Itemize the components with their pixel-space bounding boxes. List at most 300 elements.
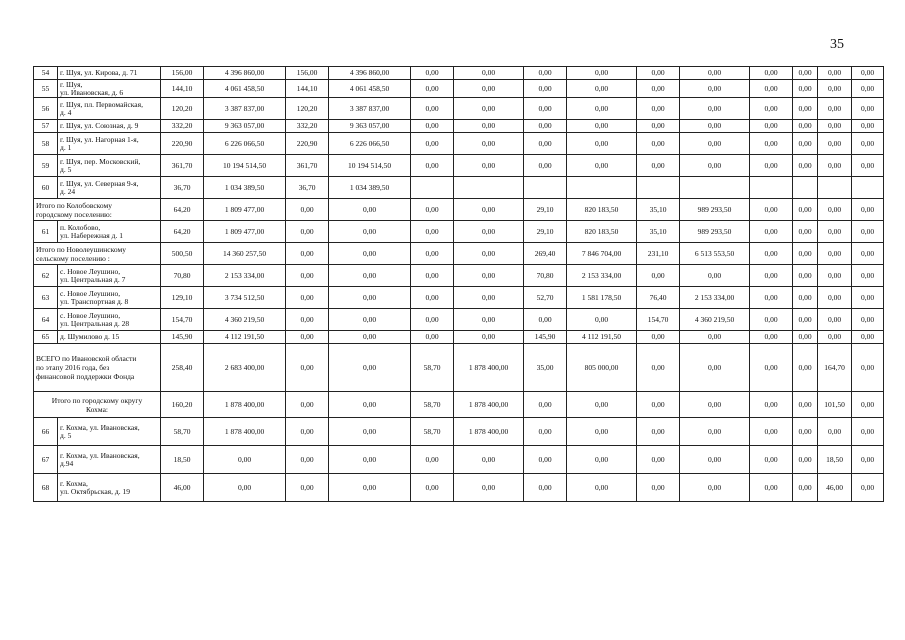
- value-cell: 4 112 191,50: [204, 331, 286, 344]
- value-cell: 0,00: [793, 418, 818, 446]
- value-cell: 0,00: [286, 309, 329, 331]
- value-cell: 2 153 334,00: [680, 287, 750, 309]
- table-row: [34, 446, 884, 474]
- value-cell: 6 226 066,50: [204, 133, 286, 155]
- value-cell: 36,70: [286, 177, 329, 199]
- value-cell: 1 878 400,00: [454, 344, 524, 392]
- value-cell: 0,00: [852, 265, 884, 287]
- value-cell: 0,00: [524, 418, 567, 446]
- value-cell: 0,00: [411, 287, 454, 309]
- table-row: [34, 474, 884, 502]
- value-cell: 0,00: [329, 243, 411, 265]
- value-cell: 0,00: [329, 199, 411, 221]
- row-number: 62: [34, 265, 58, 287]
- value-cell: 0,00: [411, 243, 454, 265]
- value-cell: 0,00: [750, 265, 793, 287]
- table-row: [34, 287, 884, 309]
- value-cell: [637, 177, 680, 199]
- table-row-subtotal: [34, 199, 884, 221]
- value-cell: 0,00: [818, 199, 852, 221]
- value-cell: 0,00: [411, 474, 454, 502]
- value-cell: 0,00: [286, 243, 329, 265]
- value-cell: 0,00: [567, 80, 637, 98]
- address-cell: г. Шуя, ул. Нагорная 1-я, д. 1: [58, 133, 161, 155]
- value-cell: 0,00: [750, 199, 793, 221]
- table-row: [34, 221, 884, 243]
- value-cell: 0,00: [750, 133, 793, 155]
- value-cell: 0,00: [411, 309, 454, 331]
- value-cell: 4 360 219,50: [680, 309, 750, 331]
- address-cell: г. Шуя, пл. Первомайская, д. 4: [58, 98, 161, 120]
- value-cell: 4 061 458,50: [329, 80, 411, 98]
- value-cell: 0,00: [637, 418, 680, 446]
- value-cell: 0,00: [524, 474, 567, 502]
- value-cell: 1 878 400,00: [204, 418, 286, 446]
- value-cell: 1 878 400,00: [454, 392, 524, 418]
- address-cell: д. Шумилово д. 15: [58, 331, 161, 344]
- value-cell: 35,00: [524, 344, 567, 392]
- value-cell: [680, 177, 750, 199]
- value-cell: 0,00: [852, 120, 884, 133]
- value-cell: 0,00: [637, 98, 680, 120]
- value-cell: 0,00: [286, 392, 329, 418]
- value-cell: 144,10: [161, 80, 204, 98]
- row-number: 54: [34, 67, 58, 80]
- value-cell: 0,00: [411, 199, 454, 221]
- value-cell: 0,00: [567, 98, 637, 120]
- value-cell: 0,00: [637, 392, 680, 418]
- value-cell: 14 360 257,50: [204, 243, 286, 265]
- value-cell: 58,70: [411, 418, 454, 446]
- value-cell: 58,70: [411, 392, 454, 418]
- value-cell: 70,80: [161, 265, 204, 287]
- value-cell: 332,20: [161, 120, 204, 133]
- value-cell: 0,00: [793, 155, 818, 177]
- value-cell: 0,00: [680, 265, 750, 287]
- value-cell: 154,70: [161, 309, 204, 331]
- value-cell: 0,00: [852, 98, 884, 120]
- value-cell: 258,40: [161, 344, 204, 392]
- value-cell: 0,00: [852, 418, 884, 446]
- value-cell: 0,00: [680, 155, 750, 177]
- value-cell: 10 194 514,50: [204, 155, 286, 177]
- page-number: 35: [830, 37, 844, 52]
- value-cell: 58,70: [411, 344, 454, 392]
- value-cell: 361,70: [286, 155, 329, 177]
- value-cell: 120,20: [286, 98, 329, 120]
- value-cell: 0,00: [567, 67, 637, 80]
- subtotal-label: Итого по городскому округу Кохма:: [34, 392, 161, 418]
- value-cell: 0,00: [411, 67, 454, 80]
- table-row: [34, 265, 884, 287]
- value-cell: 0,00: [793, 344, 818, 392]
- value-cell: 0,00: [567, 155, 637, 177]
- value-cell: 2 683 400,00: [204, 344, 286, 392]
- value-cell: 0,00: [524, 446, 567, 474]
- table-row: [34, 331, 884, 344]
- value-cell: 0,00: [411, 331, 454, 344]
- value-cell: 1 581 178,50: [567, 287, 637, 309]
- value-cell: 0,00: [852, 221, 884, 243]
- value-cell: 0,00: [852, 80, 884, 98]
- data-table: [33, 66, 884, 502]
- value-cell: 0,00: [637, 474, 680, 502]
- value-cell: 35,10: [637, 199, 680, 221]
- row-number: 55: [34, 80, 58, 98]
- value-cell: 0,00: [524, 80, 567, 98]
- value-cell: 0,00: [286, 331, 329, 344]
- value-cell: 156,00: [286, 67, 329, 80]
- value-cell: 64,20: [161, 199, 204, 221]
- value-cell: 0,00: [793, 221, 818, 243]
- value-cell: 0,00: [852, 446, 884, 474]
- value-cell: 4 061 458,50: [204, 80, 286, 98]
- value-cell: 0,00: [454, 67, 524, 80]
- value-cell: 0,00: [524, 392, 567, 418]
- row-number: 60: [34, 177, 58, 199]
- value-cell: 0,00: [680, 67, 750, 80]
- value-cell: 0,00: [454, 133, 524, 155]
- value-cell: 0,00: [750, 155, 793, 177]
- value-cell: 3 387 837,00: [329, 98, 411, 120]
- value-cell: [750, 177, 793, 199]
- address-cell: п. Колобово, ул. Набережная д. 1: [58, 221, 161, 243]
- value-cell: 0,00: [204, 446, 286, 474]
- value-cell: 0,00: [411, 265, 454, 287]
- value-cell: 500,50: [161, 243, 204, 265]
- value-cell: 0,00: [637, 120, 680, 133]
- value-cell: 269,40: [524, 243, 567, 265]
- value-cell: 0,00: [680, 344, 750, 392]
- subtotal-label: Итого по Колобовскому городскому поселению:: [34, 199, 161, 221]
- address-cell: с. Новое Леушино, ул. Центральная д. 28: [58, 309, 161, 331]
- value-cell: 989 293,50: [680, 221, 750, 243]
- address-cell: с. Новое Леушино, ул. Транспортная д. 8: [58, 287, 161, 309]
- row-number: 64: [34, 309, 58, 331]
- value-cell: 0,00: [852, 287, 884, 309]
- value-cell: 0,00: [680, 446, 750, 474]
- value-cell: 0,00: [454, 243, 524, 265]
- value-cell: 0,00: [793, 265, 818, 287]
- value-cell: 0,00: [637, 67, 680, 80]
- value-cell: 0,00: [329, 446, 411, 474]
- value-cell: 0,00: [286, 344, 329, 392]
- value-cell: 70,80: [524, 265, 567, 287]
- table-row: [34, 80, 884, 98]
- value-cell: 0,00: [750, 80, 793, 98]
- value-cell: 0,00: [329, 265, 411, 287]
- value-cell: 0,00: [750, 309, 793, 331]
- value-cell: 0,00: [680, 474, 750, 502]
- value-cell: 0,00: [750, 67, 793, 80]
- value-cell: 0,00: [567, 309, 637, 331]
- value-cell: 0,00: [818, 309, 852, 331]
- value-cell: 0,00: [818, 80, 852, 98]
- value-cell: 820 183,50: [567, 221, 637, 243]
- table-row: [34, 120, 884, 133]
- value-cell: 332,20: [286, 120, 329, 133]
- row-number: 58: [34, 133, 58, 155]
- value-cell: 0,00: [793, 98, 818, 120]
- value-cell: 29,10: [524, 199, 567, 221]
- value-cell: 0,00: [524, 67, 567, 80]
- value-cell: 64,20: [161, 221, 204, 243]
- value-cell: 0,00: [680, 98, 750, 120]
- value-cell: 2 153 334,00: [204, 265, 286, 287]
- value-cell: 0,00: [329, 418, 411, 446]
- value-cell: 0,00: [750, 221, 793, 243]
- value-cell: 0,00: [793, 67, 818, 80]
- row-number: 66: [34, 418, 58, 446]
- value-cell: 0,00: [852, 309, 884, 331]
- value-cell: 4 112 191,50: [567, 331, 637, 344]
- value-cell: 0,00: [637, 331, 680, 344]
- value-cell: 0,00: [818, 133, 852, 155]
- value-cell: 0,00: [454, 309, 524, 331]
- value-cell: 4 396 860,00: [204, 67, 286, 80]
- value-cell: 145,90: [524, 331, 567, 344]
- value-cell: 0,00: [567, 392, 637, 418]
- value-cell: 6 513 553,50: [680, 243, 750, 265]
- value-cell: 0,00: [329, 287, 411, 309]
- value-cell: 0,00: [680, 80, 750, 98]
- value-cell: 0,00: [852, 243, 884, 265]
- value-cell: 0,00: [793, 120, 818, 133]
- value-cell: 0,00: [852, 199, 884, 221]
- value-cell: 0,00: [680, 392, 750, 418]
- value-cell: 0,00: [750, 418, 793, 446]
- value-cell: 144,10: [286, 80, 329, 98]
- table-row: [34, 67, 884, 80]
- value-cell: 0,00: [524, 98, 567, 120]
- table-row: [34, 98, 884, 120]
- table-row: [34, 418, 884, 446]
- value-cell: 1 878 400,00: [204, 392, 286, 418]
- value-cell: 0,00: [637, 265, 680, 287]
- value-cell: 154,70: [637, 309, 680, 331]
- value-cell: 58,70: [161, 418, 204, 446]
- value-cell: 220,90: [161, 133, 204, 155]
- value-cell: 0,00: [818, 418, 852, 446]
- row-number: 61: [34, 221, 58, 243]
- value-cell: 0,00: [680, 120, 750, 133]
- value-cell: 156,00: [161, 67, 204, 80]
- value-cell: 0,00: [680, 133, 750, 155]
- value-cell: 0,00: [329, 392, 411, 418]
- value-cell: 1 034 389,50: [329, 177, 411, 199]
- subtotal-label: ВСЕГО по Ивановской области по этапу 2016 года, без финансовой поддержки Фонда: [34, 344, 161, 392]
- value-cell: [793, 177, 818, 199]
- value-cell: 1 809 477,00: [204, 199, 286, 221]
- value-cell: 7 846 704,00: [567, 243, 637, 265]
- value-cell: 0,00: [818, 287, 852, 309]
- value-cell: 0,00: [411, 80, 454, 98]
- value-cell: 46,00: [161, 474, 204, 502]
- value-cell: [567, 177, 637, 199]
- value-cell: 0,00: [204, 474, 286, 502]
- subtotal-label: Итого по Новолеушинскому сельскому поселению :: [34, 243, 161, 265]
- value-cell: 4 396 860,00: [329, 67, 411, 80]
- value-cell: 361,70: [161, 155, 204, 177]
- value-cell: 1 878 400,00: [454, 418, 524, 446]
- value-cell: 0,00: [454, 474, 524, 502]
- table-row-subtotal: [34, 392, 884, 418]
- value-cell: 0,00: [454, 446, 524, 474]
- value-cell: 0,00: [329, 221, 411, 243]
- value-cell: 0,00: [524, 133, 567, 155]
- value-cell: 0,00: [286, 221, 329, 243]
- table-row: [34, 155, 884, 177]
- value-cell: 0,00: [329, 344, 411, 392]
- value-cell: 0,00: [793, 309, 818, 331]
- value-cell: 0,00: [818, 331, 852, 344]
- value-cell: 9 363 057,00: [204, 120, 286, 133]
- value-cell: 0,00: [818, 67, 852, 80]
- value-cell: 18,50: [161, 446, 204, 474]
- address-cell: г. Шуя, ул. Кирова, д. 71: [58, 67, 161, 80]
- value-cell: 29,10: [524, 221, 567, 243]
- address-cell: с. Новое Леушино, ул. Центральная д. 7: [58, 265, 161, 287]
- value-cell: 0,00: [411, 98, 454, 120]
- value-cell: 0,00: [637, 344, 680, 392]
- value-cell: 0,00: [411, 155, 454, 177]
- value-cell: 0,00: [818, 120, 852, 133]
- value-cell: 0,00: [567, 120, 637, 133]
- table-row: [34, 177, 884, 199]
- row-number: 63: [34, 287, 58, 309]
- value-cell: 0,00: [286, 446, 329, 474]
- value-cell: 0,00: [524, 309, 567, 331]
- value-cell: 0,00: [852, 392, 884, 418]
- value-cell: 0,00: [567, 474, 637, 502]
- value-cell: 3 734 512,50: [204, 287, 286, 309]
- value-cell: 0,00: [793, 331, 818, 344]
- value-cell: 0,00: [454, 120, 524, 133]
- value-cell: [524, 177, 567, 199]
- value-cell: 0,00: [637, 133, 680, 155]
- value-cell: 989 293,50: [680, 199, 750, 221]
- value-cell: 0,00: [852, 133, 884, 155]
- value-cell: [454, 177, 524, 199]
- value-cell: 0,00: [329, 474, 411, 502]
- table-row-subtotal: [34, 344, 884, 392]
- value-cell: 0,00: [454, 80, 524, 98]
- value-cell: 4 360 219,50: [204, 309, 286, 331]
- value-cell: 9 363 057,00: [329, 120, 411, 133]
- value-cell: 0,00: [567, 418, 637, 446]
- value-cell: 0,00: [793, 287, 818, 309]
- value-cell: 0,00: [286, 265, 329, 287]
- value-cell: 164,70: [818, 344, 852, 392]
- value-cell: [411, 177, 454, 199]
- value-cell: 0,00: [750, 98, 793, 120]
- value-cell: 101,50: [818, 392, 852, 418]
- address-cell: г. Кохма, ул. Октябрьская, д. 19: [58, 474, 161, 502]
- value-cell: 6 226 066,50: [329, 133, 411, 155]
- address-cell: г. Шуя, ул. Союзная, д. 9: [58, 120, 161, 133]
- row-number: 59: [34, 155, 58, 177]
- value-cell: 0,00: [680, 331, 750, 344]
- value-cell: 0,00: [411, 133, 454, 155]
- value-cell: 0,00: [750, 287, 793, 309]
- value-cell: 0,00: [567, 133, 637, 155]
- value-cell: 35,10: [637, 221, 680, 243]
- table-body: [34, 67, 884, 502]
- value-cell: 0,00: [793, 133, 818, 155]
- value-cell: 0,00: [852, 344, 884, 392]
- value-cell: 0,00: [818, 155, 852, 177]
- value-cell: 0,00: [750, 243, 793, 265]
- value-cell: 0,00: [411, 446, 454, 474]
- value-cell: 0,00: [637, 155, 680, 177]
- value-cell: 0,00: [680, 418, 750, 446]
- value-cell: 129,10: [161, 287, 204, 309]
- value-cell: 18,50: [818, 446, 852, 474]
- address-cell: г. Шуя, ул. Ивановская, д. 6: [58, 80, 161, 98]
- value-cell: 0,00: [454, 98, 524, 120]
- value-cell: 0,00: [750, 331, 793, 344]
- value-cell: 0,00: [852, 155, 884, 177]
- table-row: [34, 133, 884, 155]
- value-cell: 0,00: [818, 265, 852, 287]
- value-cell: 0,00: [329, 309, 411, 331]
- table-row-subtotal: [34, 243, 884, 265]
- value-cell: [852, 177, 884, 199]
- value-cell: 0,00: [637, 446, 680, 474]
- value-cell: 0,00: [454, 221, 524, 243]
- value-cell: 0,00: [286, 418, 329, 446]
- value-cell: 0,00: [637, 80, 680, 98]
- value-cell: 0,00: [852, 67, 884, 80]
- value-cell: 0,00: [750, 446, 793, 474]
- value-cell: 46,00: [818, 474, 852, 502]
- value-cell: 0,00: [750, 120, 793, 133]
- value-cell: 120,20: [161, 98, 204, 120]
- value-cell: 0,00: [793, 392, 818, 418]
- value-cell: 0,00: [818, 221, 852, 243]
- value-cell: 0,00: [750, 474, 793, 502]
- value-cell: 0,00: [793, 199, 818, 221]
- value-cell: 76,40: [637, 287, 680, 309]
- value-cell: 0,00: [818, 98, 852, 120]
- value-cell: 0,00: [329, 331, 411, 344]
- value-cell: 0,00: [793, 446, 818, 474]
- value-cell: 0,00: [524, 120, 567, 133]
- row-number: 67: [34, 446, 58, 474]
- value-cell: 0,00: [852, 474, 884, 502]
- value-cell: 0,00: [286, 199, 329, 221]
- value-cell: 0,00: [411, 120, 454, 133]
- value-cell: 145,90: [161, 331, 204, 344]
- value-cell: 0,00: [286, 474, 329, 502]
- value-cell: 0,00: [454, 155, 524, 177]
- value-cell: 820 183,50: [567, 199, 637, 221]
- row-number: 56: [34, 98, 58, 120]
- value-cell: 0,00: [524, 155, 567, 177]
- table-row: [34, 309, 884, 331]
- value-cell: 0,00: [411, 221, 454, 243]
- value-cell: 1 809 477,00: [204, 221, 286, 243]
- value-cell: 0,00: [793, 80, 818, 98]
- address-cell: г. Кохма, ул. Ивановская, д. 5: [58, 418, 161, 446]
- row-number: 57: [34, 120, 58, 133]
- value-cell: 0,00: [286, 287, 329, 309]
- row-number: 65: [34, 331, 58, 344]
- value-cell: 0,00: [567, 446, 637, 474]
- value-cell: 0,00: [454, 199, 524, 221]
- value-cell: 231,10: [637, 243, 680, 265]
- value-cell: 0,00: [750, 392, 793, 418]
